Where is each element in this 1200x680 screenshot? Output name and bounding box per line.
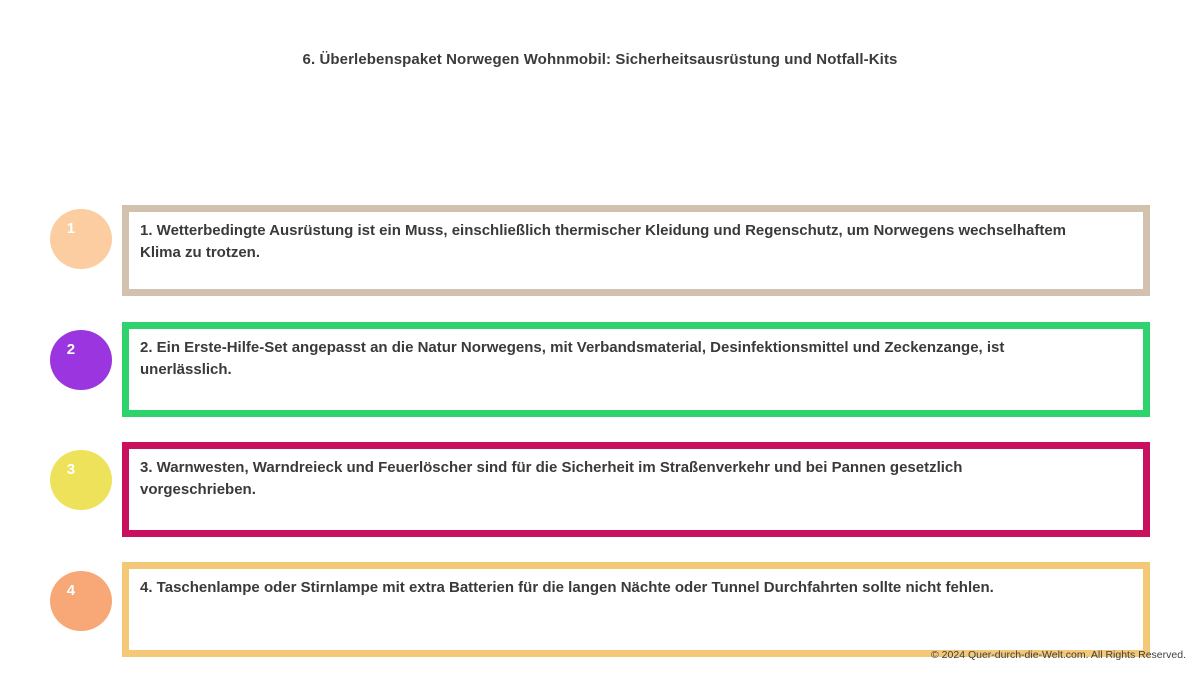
item-text: 3. Warnwesten, Warndreieck und Feuerlöscher sind für die Sicherheit im Straßenverkehr und bei Pannen gesetzlich vorgeschrieben.	[140, 459, 963, 498]
item-number: 1	[66, 220, 76, 238]
item-box	[122, 562, 1150, 657]
item-box	[122, 205, 1150, 296]
item-number: 4	[66, 582, 76, 600]
item-box	[122, 322, 1150, 417]
item-number: 2	[66, 341, 76, 359]
item-box	[122, 442, 1150, 537]
item-number: 3	[66, 461, 76, 479]
copyright-notice: © 2024 Quer-durch-die-Welt.com. All Rights Reserved.	[931, 649, 1186, 661]
item-text: 4. Taschenlampe oder Stirnlampe mit extra Batterien für die langen Nächte oder Tunnel Durchfahrten sollte nicht fehlen.	[140, 579, 994, 596]
item-text: 2. Ein Erste-Hilfe-Set angepasst an die Natur Norwegens, mit Verbandsmaterial, Desinfektionsmittel und Zeckenzange, ist unerlässlich.	[140, 339, 1005, 378]
item-text: 1. Wetterbedingte Ausrüstung ist ein Muss, einschließlich thermischer Kleidung und Regenschutz, um Norwegens wechselhaftem Klima zu trotzen.	[140, 222, 1067, 261]
item-number-badge	[50, 450, 112, 510]
item-number-badge	[50, 209, 112, 269]
item-number-badge	[50, 571, 112, 631]
page-title: 6. Überlebenspaket Norwegen Wohnmobil: Sicherheitsausrüstung und Notfall-Kits	[302, 51, 898, 68]
item-number-badge	[50, 330, 112, 390]
